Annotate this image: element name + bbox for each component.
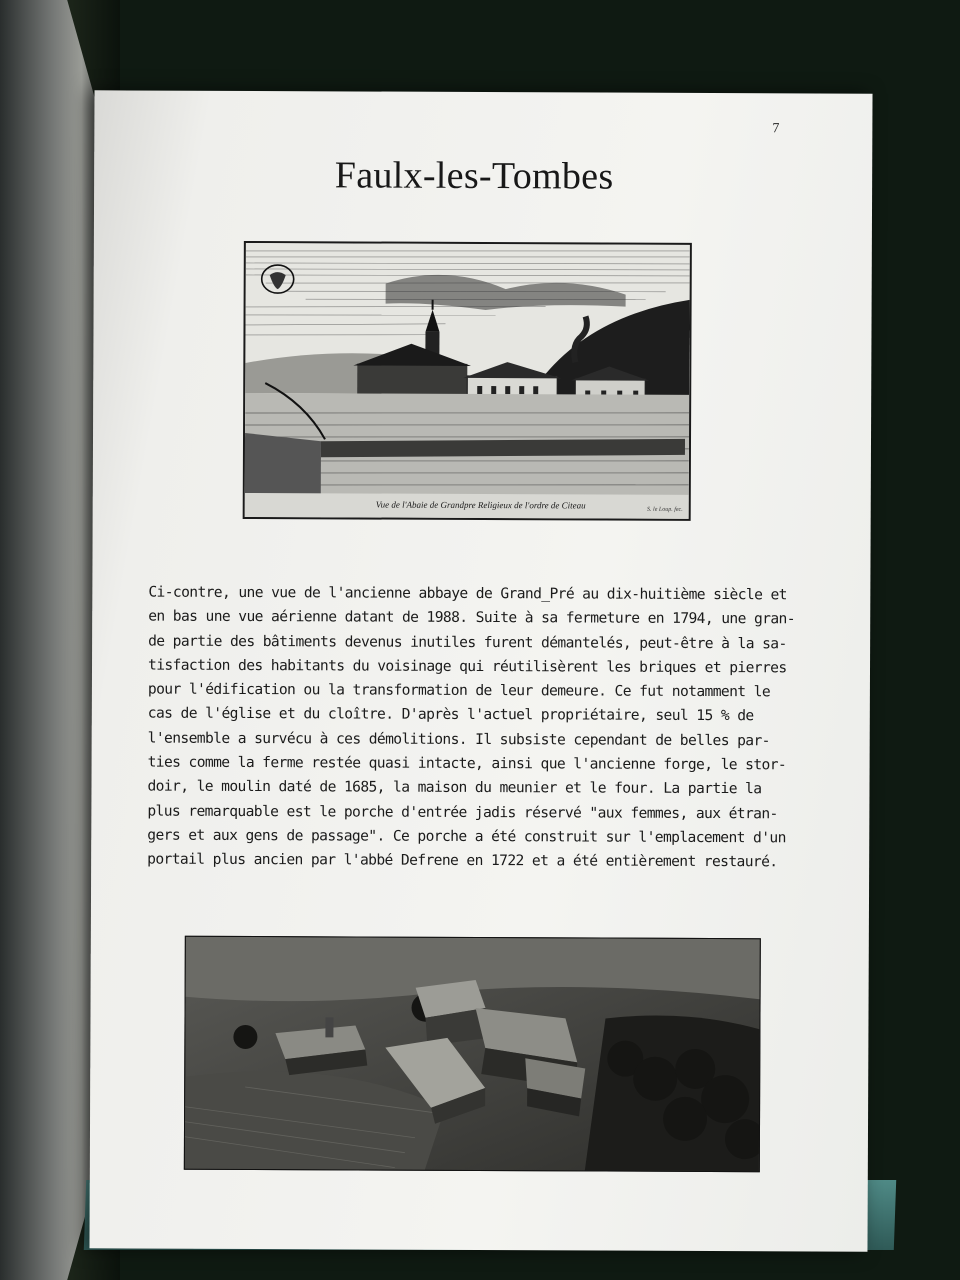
body-line: doir, le moulin daté de 1685, la maison du meunier et le four. La partie la <box>147 777 762 798</box>
abbey-engraving <box>243 241 692 521</box>
body-line: tisfaction des habitants du voisinage qui réutilisèrent les briques et pierres <box>147 656 787 677</box>
page-number: 7 <box>772 121 780 137</box>
page-title: Faulx-les-Tombes <box>334 154 614 198</box>
book-page <box>89 90 872 1251</box>
aerial-photo <box>184 936 761 1173</box>
engraving-artwork <box>245 243 690 519</box>
body-line: cas de l'église et du cloître. D'après l'actuel propriétaire, seul 15 % de <box>147 705 754 725</box>
body-line: gers et aux gens de passage". Ce porche a été construit sur l'emplacement d'un <box>147 826 786 847</box>
body-line: ties comme la ferme restée quasi intacte, ainsi que l'ancienne forge, le stor- <box>147 753 787 774</box>
body-line: pour l'édification ou la transformation de leur demeure. Ce fut notamment le <box>147 680 771 701</box>
engraving-caption: Vue de l'Abaie de Grandpre Religieux de l'ordre de Citeau <box>375 499 586 511</box>
engraving-signature: S. le Loup. fec. <box>647 506 683 513</box>
body-line: plus remarquable est le porche d'entrée jadis réservé "aux femmes, aux étran- <box>147 802 778 822</box>
body-line: en bas une vue aérienne datant de 1988. Suite à sa fermeture en 1794, une gran- <box>148 607 795 628</box>
body-line: portail plus ancien par l'abbé Defrene en 1722 et a été entièrement restauré. <box>147 850 778 871</box>
body-line: de partie des bâtiments devenus inutiles furent démantelés, peut-être à la sa- <box>148 632 787 652</box>
previous-page-curl <box>0 0 96 1280</box>
aerial-photo-artwork <box>185 937 760 1172</box>
body-line: l'ensemble a survécu à ces démolitions. Il subsiste cependant de belles par- <box>147 729 770 750</box>
body-line: Ci-contre, une vue de l'ancienne abbaye de Grand_Pré au dix-huitième siècle et <box>148 583 787 604</box>
body-paragraph <box>147 581 795 875</box>
